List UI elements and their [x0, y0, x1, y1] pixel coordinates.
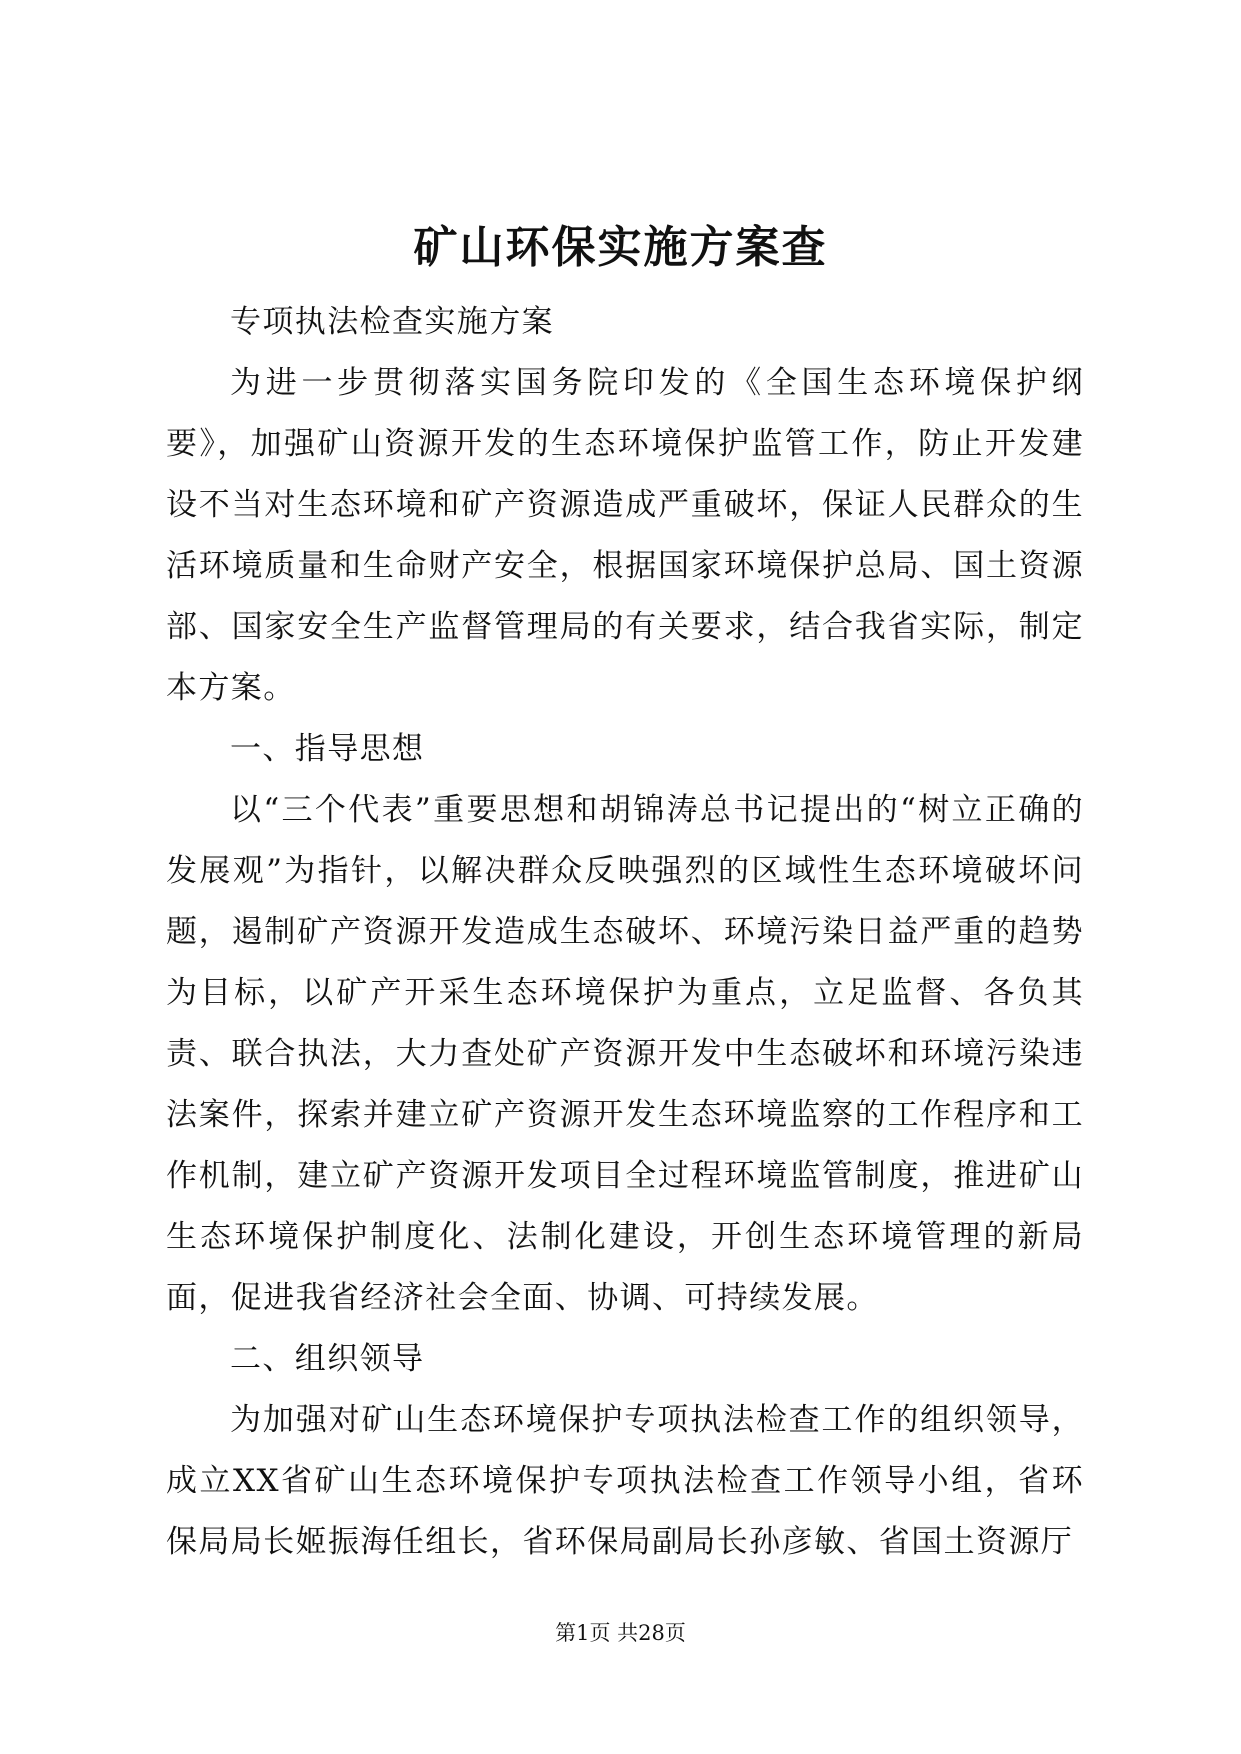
paragraph-guiding-ideology: 以“三个代表”重要思想和胡锦涛总书记提出的“树立正确的发展观”为指针，以解决群众反映强烈的区域性生态环境破坏问题，遏制矿产资源开发造成生态破坏、环境污染日益严重的趋势为目标，以矿产开采生态环境保护为重点，立足监督、各负其责、联合执法，大力查处矿产资源开发中生态破坏和环境污染违法案件，探索并建立矿产资源开发生态环境监察的工作程序和工作机制，建立矿产资源开发项目全过程环境监管制度，推进矿山生态环境保护制度化、法制化建设，开创生态环境管理的新局面，促进我省经济社会全面、协调、可持续发展。: [166, 792, 1084, 1316]
paragraph-intro: 为进一步贯彻落实国务院印发的《全国生态环境保护纲要》，加强矿山资源开发的生态环境保护监管工作，防止开发建设不当对生态环境和矿产资源造成严重破坏，保证人民群众的生活环境质量和生命财产安全，根据国家环境保护总局、国土资源部、国家安全生产监督管理局的有关要求，结合我省实际，制定本方案。: [166, 365, 1084, 706]
section-heading-guiding-ideology: 一、指导思想: [230, 731, 425, 767]
document-title: 矿山环保实施方案查: [413, 222, 828, 273]
document-body: [166, 292, 1084, 1573]
section-heading-organization: 二、组织领导: [230, 1341, 425, 1377]
paragraph-subtitle: 专项执法检查实施方案: [230, 304, 554, 340]
paragraph-organization: 为加强对矿山生态环境保护专项执法检查工作的组织领导，成立XX省矿山生态环境保护专项执法检查工作领导小组，省环保局局长姬振海任组长，省环保局副局长孙彦敏、省国土资源厅: [166, 1402, 1084, 1560]
page-number-footer: 第1页 共28页: [555, 1621, 686, 1645]
